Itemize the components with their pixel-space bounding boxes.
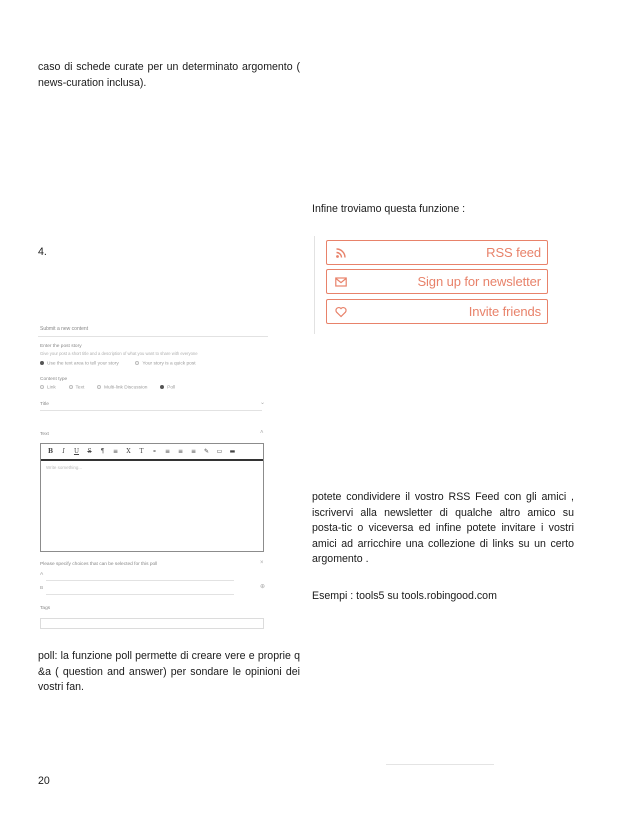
share-paragraph: potete condividere il vostro RSS Feed con gli amici , iscrivervi alla newsletter di qualche altro amico su posta-tic o viceversa ed infine potete invitare i vostri amici ad arricchire una collezione di links su un certo argomento . bbox=[312, 491, 574, 566]
tags-input[interactable] bbox=[40, 618, 264, 629]
chevron-down-icon: ⌄ bbox=[260, 400, 266, 406]
form-radio-row: Use the text area to tell your story Your story is a quick post bbox=[40, 361, 196, 367]
form-screenshot bbox=[36, 322, 272, 637]
add-choice-icon[interactable]: ⊕ bbox=[260, 584, 266, 590]
choice-a-input[interactable] bbox=[46, 580, 234, 581]
page-number: 20 bbox=[38, 775, 50, 787]
image-icon[interactable]: ▭ bbox=[216, 447, 223, 455]
close-icon[interactable]: × bbox=[260, 560, 264, 566]
choice-a-label: A bbox=[40, 572, 44, 577]
rss-icon bbox=[335, 247, 347, 259]
form-tags-label: Tags bbox=[40, 606, 51, 611]
radio-type-multi[interactable] bbox=[97, 385, 101, 389]
infine-paragraph: Infine troviamo questa funzione : bbox=[312, 203, 466, 215]
radio-quick[interactable] bbox=[135, 361, 139, 365]
form-poll-label: Please specify choices that can be selected for this poll bbox=[40, 562, 158, 567]
form-type-label: Content type bbox=[40, 377, 68, 382]
radio-type-text[interactable] bbox=[69, 385, 73, 389]
footer-divider bbox=[386, 764, 494, 765]
color-icon[interactable]: ⚬ bbox=[151, 447, 158, 455]
video-icon[interactable]: ▬ bbox=[229, 447, 236, 455]
title-input[interactable] bbox=[40, 410, 262, 411]
choice-b-label: B bbox=[40, 586, 44, 591]
intro-paragraph: caso di schede curate per un determinato argomento ( news-curation inclusa). bbox=[38, 61, 300, 89]
italic-icon[interactable]: I bbox=[62, 447, 65, 455]
form-intro-title: Enter the post story bbox=[40, 344, 82, 349]
radio-type-poll[interactable] bbox=[160, 385, 164, 389]
strike-icon[interactable]: S bbox=[87, 447, 92, 455]
newsletter-label: Sign up for newsletter bbox=[417, 274, 541, 289]
invite-friends-label: Invite friends bbox=[468, 304, 541, 319]
choice-b-input[interactable] bbox=[46, 594, 234, 595]
invite-friends-button[interactable] bbox=[326, 299, 548, 324]
chevron-up-icon: ˄ bbox=[260, 430, 264, 436]
clear-format-icon[interactable]: X bbox=[126, 447, 131, 455]
editor-placeholder: Write something... bbox=[46, 465, 83, 470]
list-icon[interactable]: ≡ bbox=[164, 447, 171, 455]
rss-feed-label: RSS feed bbox=[486, 245, 541, 260]
list-numbered-icon[interactable]: ≡ bbox=[177, 447, 184, 455]
paragraph-icon[interactable]: ¶ bbox=[100, 447, 105, 455]
form-intro-hint: Give your post a short title and a description of what you want to share with everyone bbox=[40, 351, 198, 356]
heart-icon bbox=[335, 306, 347, 318]
indent-icon[interactable]: ≡ bbox=[190, 447, 197, 455]
examples-paragraph: Esempi : tools5 su tools.robingood.com bbox=[312, 590, 497, 602]
form-title-label: Title bbox=[40, 402, 49, 407]
subscribe-widget bbox=[312, 228, 552, 338]
newsletter-button[interactable] bbox=[326, 269, 548, 294]
bold-icon[interactable]: B bbox=[47, 447, 54, 455]
radio-story[interactable] bbox=[40, 361, 44, 365]
rich-text-editor[interactable] bbox=[40, 443, 264, 552]
form-text-label: Text bbox=[40, 432, 49, 437]
align-icon[interactable]: ≡ bbox=[112, 447, 119, 455]
rss-feed-button[interactable] bbox=[326, 240, 548, 265]
mail-icon bbox=[335, 276, 347, 288]
underline-icon[interactable]: U bbox=[73, 447, 80, 455]
form-type-options: Link Text Multi-link Discussion Poll bbox=[40, 385, 175, 391]
text-size-icon[interactable]: T bbox=[139, 447, 144, 455]
radio-type-link[interactable] bbox=[40, 385, 44, 389]
list-number: 4. bbox=[38, 246, 47, 258]
editor-toolbar bbox=[41, 444, 263, 461]
poll-paragraph: poll: la funzione poll permette di creare vere e proprie q &a ( question and answer) per sondare le opinioni dei vostri fan. bbox=[38, 650, 300, 694]
link-icon[interactable]: ✎ bbox=[203, 447, 210, 455]
form-heading: Submit a new content bbox=[40, 326, 89, 332]
